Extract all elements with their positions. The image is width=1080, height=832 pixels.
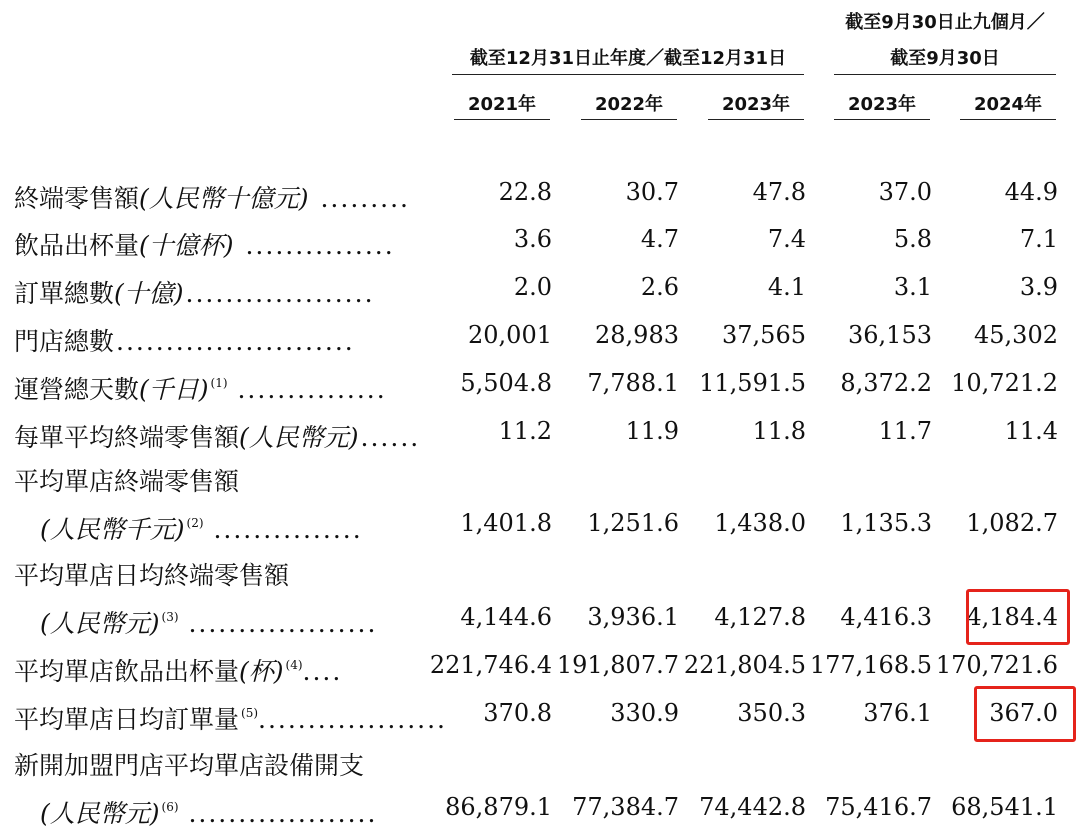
row-value: 37.0 (878, 178, 932, 206)
row-label-unit: (人民幣元) (239, 423, 359, 452)
row-value: 86,879.1 (445, 793, 552, 821)
row-footnote-marker: (4) (285, 658, 303, 672)
row-value: 44.9 (1004, 178, 1058, 206)
row-value: 367.0 (989, 699, 1058, 727)
row-value: 77,384.7 (572, 793, 679, 821)
row-label (14, 552, 424, 590)
row-value: 3.6 (513, 225, 552, 253)
row-label-text: 訂單總數 (14, 279, 115, 308)
row-value: 11.4 (1004, 417, 1058, 445)
row-label (14, 414, 424, 452)
row-label (14, 175, 424, 213)
row-value: 170,721.6 (935, 651, 1058, 679)
row-leader-dots: ............... (227, 375, 387, 404)
row-value: 11,591.5 (699, 369, 806, 397)
row-value: 3,936.1 (587, 603, 679, 631)
row-value: 4.7 (640, 225, 679, 253)
row-label (14, 648, 424, 686)
row-label-text: 飲品出杯量 (14, 231, 140, 260)
row-label-text: 門店總數 (14, 327, 115, 356)
row-label-text: 終端零售額 (14, 184, 140, 213)
row-label-text: 平均單店飲品出杯量 (14, 657, 240, 686)
row-value: 36,153 (848, 321, 932, 349)
row-value: 4,184.4 (966, 603, 1058, 631)
row-label (14, 458, 424, 496)
highlight-box-daily-orders-2024 (974, 686, 1076, 742)
row-leader-dots: ................... (185, 279, 375, 308)
row-value: 1,438.0 (714, 509, 806, 537)
row-value: 8,372.2 (840, 369, 932, 397)
year-rule-2023 (708, 119, 804, 120)
row-label-text: 平均單店日均訂單量 (14, 705, 240, 734)
row-label-unit: (人民幣元) (40, 799, 160, 828)
row-footnote-marker: (5) (241, 706, 259, 720)
row-label (40, 600, 424, 638)
row-leader-dots: ................... (178, 799, 378, 828)
row-value: 20,001 (468, 321, 552, 349)
row-label (14, 270, 424, 308)
row-label (14, 222, 424, 260)
row-value: 68,541.1 (951, 793, 1058, 821)
row-label (14, 366, 424, 404)
period-header-full-year: 截至12月31日止年度／截至12月31日 (469, 48, 787, 69)
row-value: 4,416.3 (840, 603, 932, 631)
row-value: 3.9 (1019, 273, 1058, 301)
row-value: 4,127.8 (714, 603, 806, 631)
row-value: 1,251.6 (587, 509, 679, 537)
row-value: 5.8 (893, 225, 932, 253)
row-label-unit: (人民幣元) (40, 609, 160, 638)
row-value: 330.9 (610, 699, 679, 727)
row-footnote-marker: (2) (186, 516, 204, 530)
row-value: 1,401.8 (460, 509, 552, 537)
row-footnote-marker: (3) (161, 610, 179, 624)
year-header-2022: 2022年 (594, 94, 664, 115)
highlight-box-daily-retail-2024 (966, 589, 1070, 645)
row-value: 1,135.3 (840, 509, 932, 537)
row-leader-dots: ............... (203, 515, 363, 544)
row-label-text: 平均單店終端零售額 (14, 467, 240, 496)
row-label-unit: (十億) (114, 279, 184, 308)
year-rule-2023-9m (834, 119, 930, 120)
row-leader-dots: ......... (310, 184, 410, 213)
row-value: 4,144.6 (460, 603, 552, 631)
row-leader-dots: ................... (178, 609, 378, 638)
row-value: 191,807.7 (556, 651, 679, 679)
row-value: 74,442.8 (699, 793, 806, 821)
year-header-2024-9m: 2024年 (973, 94, 1043, 115)
row-value: 2.6 (640, 273, 679, 301)
row-value: 10,721.2 (951, 369, 1058, 397)
row-label (40, 790, 424, 828)
row-label-unit: (人民幣十億元) (139, 184, 309, 213)
row-label-text: 新開加盟門店平均單店設備開支 (14, 751, 365, 780)
row-label-text: 每單平均終端零售額 (14, 423, 240, 452)
period-header-nine-months-line2: 截至9月30日 (890, 48, 1000, 69)
period-header-nine-months-line1: 截至9月30日止九個月／ (845, 12, 1045, 33)
row-value: 370.8 (483, 699, 552, 727)
row-value: 7,788.1 (587, 369, 679, 397)
row-value: 11.8 (752, 417, 806, 445)
year-header-2023: 2023年 (721, 94, 791, 115)
row-label (40, 506, 424, 544)
row-value: 350.3 (737, 699, 806, 727)
row-value: 1,082.7 (966, 509, 1058, 537)
row-value: 28,983 (595, 321, 679, 349)
row-label-unit: (杯) (239, 657, 284, 686)
year-rule-2021 (454, 119, 550, 120)
row-value: 4.1 (767, 273, 806, 301)
row-leader-dots: .... (302, 657, 343, 686)
row-value: 45,302 (974, 321, 1058, 349)
row-value: 177,168.5 (809, 651, 932, 679)
row-value: 2.0 (513, 273, 552, 301)
row-label-unit: (十億杯) (139, 231, 234, 260)
row-value: 11.7 (878, 417, 932, 445)
row-value: 376.1 (863, 699, 932, 727)
row-label-text: 平均單店日均終端零售額 (14, 561, 290, 590)
row-label (14, 742, 424, 780)
row-value: 5,504.8 (460, 369, 552, 397)
header-rule-group1 (452, 74, 804, 75)
year-rule-2024-9m (960, 119, 1056, 120)
row-value: 11.2 (498, 417, 552, 445)
year-rule-2022 (581, 119, 677, 120)
row-footnote-marker: (1) (210, 376, 228, 390)
year-header-2023-9m: 2023年 (847, 94, 917, 115)
year-header-2021: 2021年 (467, 94, 537, 115)
row-value: 221,746.4 (429, 651, 552, 679)
row-leader-dots: ........................ (116, 327, 355, 356)
row-value: 3.1 (893, 273, 932, 301)
header-rule-group2 (834, 74, 1056, 75)
row-value: 47.8 (752, 178, 806, 206)
row-value: 7.1 (1019, 225, 1058, 253)
row-value: 221,804.5 (683, 651, 806, 679)
row-value: 37,565 (722, 321, 806, 349)
row-label-unit: (千日) (139, 375, 209, 404)
row-footnote-marker: (6) (161, 800, 179, 814)
row-label-text: 運營總天數 (14, 375, 140, 404)
row-label-unit: (人民幣千元) (40, 515, 185, 544)
row-leader-dots: ...... (360, 423, 421, 452)
row-value: 7.4 (767, 225, 806, 253)
row-value: 11.9 (625, 417, 679, 445)
row-value: 22.8 (498, 178, 552, 206)
row-value: 75,416.7 (825, 793, 932, 821)
row-value: 30.7 (625, 178, 679, 206)
row-label (14, 696, 448, 734)
row-leader-dots: ................... (258, 705, 448, 734)
row-label (14, 318, 424, 356)
row-leader-dots: ............... (235, 231, 395, 260)
